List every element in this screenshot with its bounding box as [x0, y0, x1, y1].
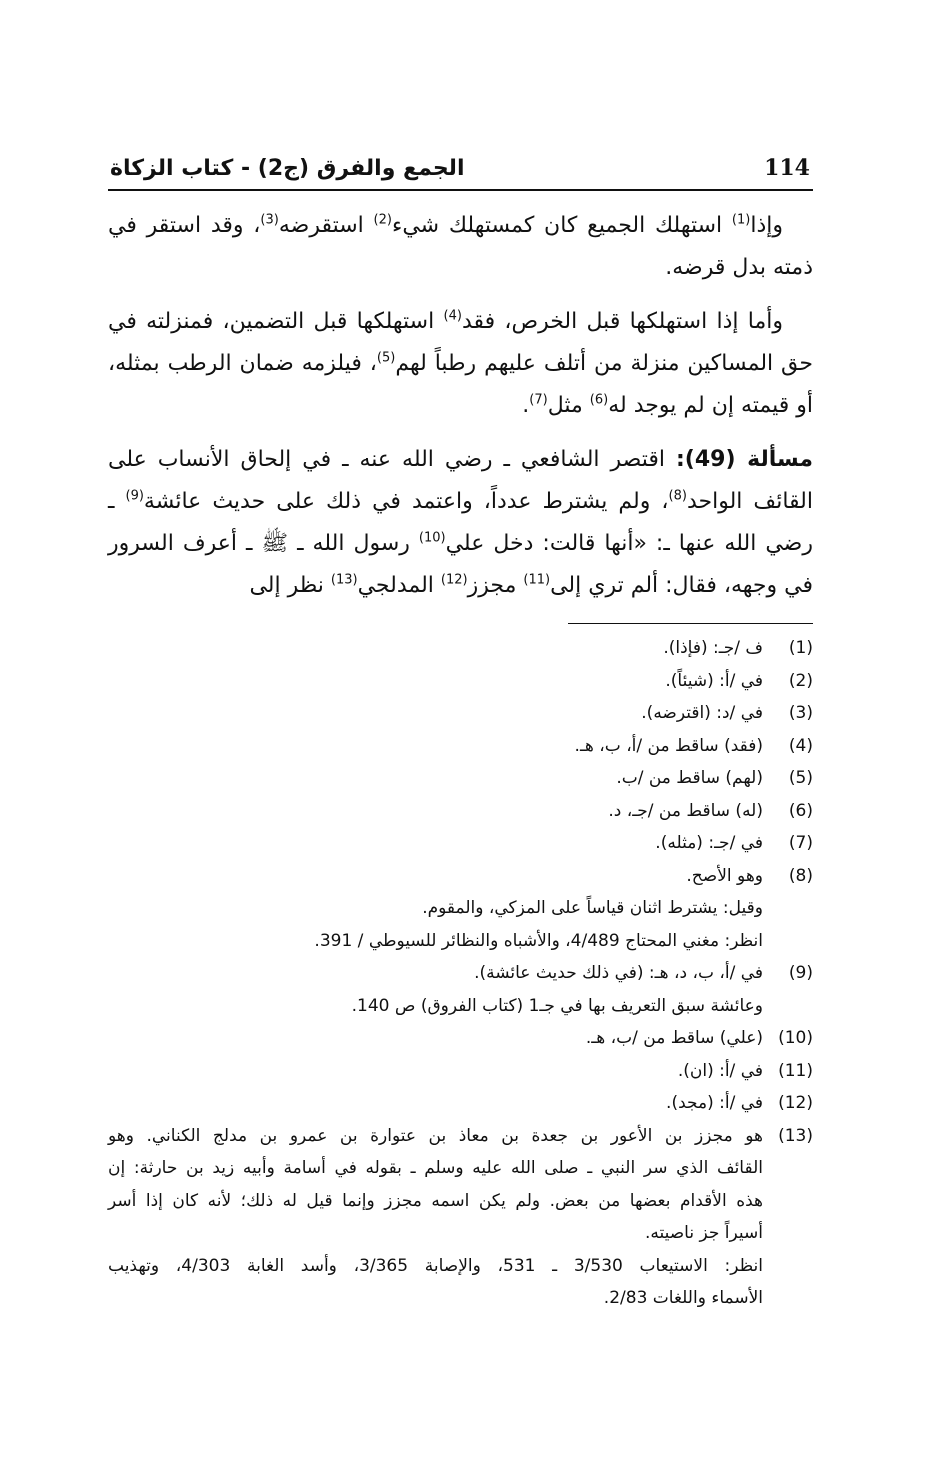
paragraph-1: وإذا$^{(1)}$ استهلك الجميع كان كمستهلك شيء$^{(2)}$ استقرضه$^{(3)}$، وقد استقر في ذمته بدل قرضه.: [108, 212, 813, 280]
footnote-line: القائف الذي سر النبي ـ صلى الله عليه وسلم ـ بقوله في أسامة وأبيه زيد بن حارثة: إن: [108, 1158, 763, 1178]
footnote-ref: (3): [260, 212, 279, 228]
footnote-line: الأسماء واللغات 2/83.: [603, 1288, 763, 1308]
footnote-item: [108, 665, 813, 698]
footnote-separator: [568, 623, 813, 624]
footnote-number: (3): [788, 703, 813, 723]
footnote-line: في /أ: (شيئاً).: [665, 670, 763, 691]
footnote-text: [108, 730, 763, 763]
footnote-line: أسيراً جز ناصيته.: [644, 1223, 763, 1243]
footnote-item: [108, 1120, 813, 1315]
header-rule: [108, 189, 813, 191]
footnote-item: [108, 1087, 813, 1120]
footnote-ref: (8): [668, 488, 687, 504]
footnote-number: (7): [788, 833, 813, 853]
footnote-line: وعائشة سبق التعريف بها في جـ1 (كتاب الفروق) ص 140.: [351, 995, 763, 1016]
footnote-item: [108, 730, 813, 763]
footnote-text: [108, 1087, 763, 1120]
footnote-text: [108, 1055, 763, 1088]
running-title: الجمع والفرق (ج2) - كتاب الزكاة: [110, 155, 465, 181]
footnote-line: ف /جـ: (فإذا).: [663, 638, 763, 658]
footnote-ref: (1): [731, 212, 751, 228]
footnote-text: [108, 827, 763, 860]
footnote-number: (12): [778, 1093, 813, 1113]
footnote-line: في /أ، ب، د، هـ: (في ذلك حديث عائشة).: [474, 963, 763, 983]
footnote-line: وهو الأصح.: [686, 865, 763, 886]
footnotes: [108, 632, 813, 1315]
footnote-number: (2): [788, 670, 813, 691]
footnote-item: [108, 860, 813, 958]
footnote-item: [108, 1022, 813, 1055]
footnote-text: [108, 1022, 763, 1055]
footnote-item: [108, 957, 813, 1022]
footnote-number: (8): [788, 865, 813, 886]
footnote-text: [108, 762, 763, 795]
footnote-line: في /أ: (ان).: [677, 1060, 763, 1081]
footnote-line: (لهم) ساقط من /ب.: [616, 768, 763, 788]
footnote-line: وقيل: يشترط اثنان قياساً على المزكي، والمقوم.: [422, 898, 763, 918]
footnote-number: (1): [788, 638, 813, 658]
paragraph-2: وأما إذا استهلكها قبل الخرص، فقد$^{(4)}$ استهلكها قبل التضمين، فمنزلته في حق المساكين منزلة من أتلف عليهم رطباً لهم$^{(5)}$، فيلزمه ضمان الرطب بمثله، أو قيمته إن لم يوجد له$^{(6)}$ مثل$^{(7)}$.: [108, 308, 814, 418]
footnote-ref: (4): [443, 308, 462, 324]
footnote-item: [108, 827, 813, 860]
footnote-text: [108, 697, 763, 730]
footnote-line: في /جـ: (مثله).: [655, 833, 763, 853]
masala-49: مسألة (49): اقتصر الشافعي ـ رضي الله عنه ـ في إلحاق الأنساب على القائف الواحد$^{(8)}$، ولم يشترط عدداً، واعتمد في ذلك على حديث عائشة$^{(9)}$ ـ رضي الله عنها ـ: «أنها قالت: دخل علي$^{(10)}$ رسول الله ـ ﷺ ـ أعرف السرور في وجهه، فقال: ألم تري إلى$^{(11)}$ مجزز$^{(12)}$ المدلجي$^{(13)}$ نظر إلى: [108, 447, 813, 598]
footnote-number: (4): [788, 735, 813, 756]
footnote-line: هذه الأقدام بعضها من بعض. ولم يكن اسمه مجزز وإنما قيل له ذلك؛ لأنه كان إذا أسر: [108, 1190, 763, 1211]
footnote-ref: (6): [589, 392, 609, 408]
footnote-item: [108, 697, 813, 730]
page-number: 114: [764, 155, 810, 181]
footnote-line: (له) ساقط من /جـ، د.: [608, 800, 763, 821]
footnote-ref: (10): [418, 530, 446, 546]
footnote-text: [108, 795, 763, 828]
footnote-line: (فقد) ساقط من /أ، ب، هـ.: [574, 735, 763, 756]
footnote-item: [108, 1055, 813, 1088]
footnote-ref: (9): [125, 488, 144, 504]
footnote-item: [108, 795, 813, 828]
main-text: [108, 205, 813, 607]
footnote-text: [108, 957, 763, 1022]
running-header: [110, 150, 810, 186]
footnote-number: (13): [778, 1125, 813, 1146]
masala-label: مسألة (49):: [675, 447, 813, 472]
footnote-number: (6): [788, 800, 813, 821]
footnote-text: [108, 665, 763, 698]
footnote-ref: (13): [330, 572, 358, 588]
footnote-line: في /د: (اقترضه).: [641, 703, 763, 723]
footnote-line: في /أ: (مجد).: [666, 1093, 763, 1113]
footnote-item: [108, 632, 813, 665]
footnote-line: هو مجزز بن الأعور بن جعدة بن معاذ بن عتوارة بن عمرو بن مدلج الكناني. وهو: [108, 1125, 763, 1146]
footnote-item: [108, 762, 813, 795]
footnote-ref: (7): [529, 392, 548, 408]
footnote-ref: (2): [373, 212, 392, 228]
footnote-number: (10): [778, 1028, 813, 1048]
footnote-number: (11): [778, 1060, 813, 1081]
footnote-number: (5): [788, 768, 813, 788]
footnote-text: [108, 1120, 763, 1315]
footnote-text: [108, 860, 763, 958]
footnote-ref: (11): [523, 572, 551, 588]
footnote-line: انظر: مغني المحتاج 4/489، والأشباه والنظائر للسيوطي / 391.: [314, 930, 763, 951]
footnote-ref: (5): [376, 350, 396, 366]
footnote-text: [108, 632, 763, 665]
footnote-line: (علي) ساقط من /ب، هـ.: [585, 1028, 763, 1048]
footnote-ref: (12): [440, 572, 468, 588]
footnote-line: انظر: الاستيعاب 3/530 ـ 531، والإصابة 3/365، وأسد الغابة 4/303، وتهذيب: [108, 1255, 764, 1276]
footnote-number: (9): [788, 963, 813, 983]
